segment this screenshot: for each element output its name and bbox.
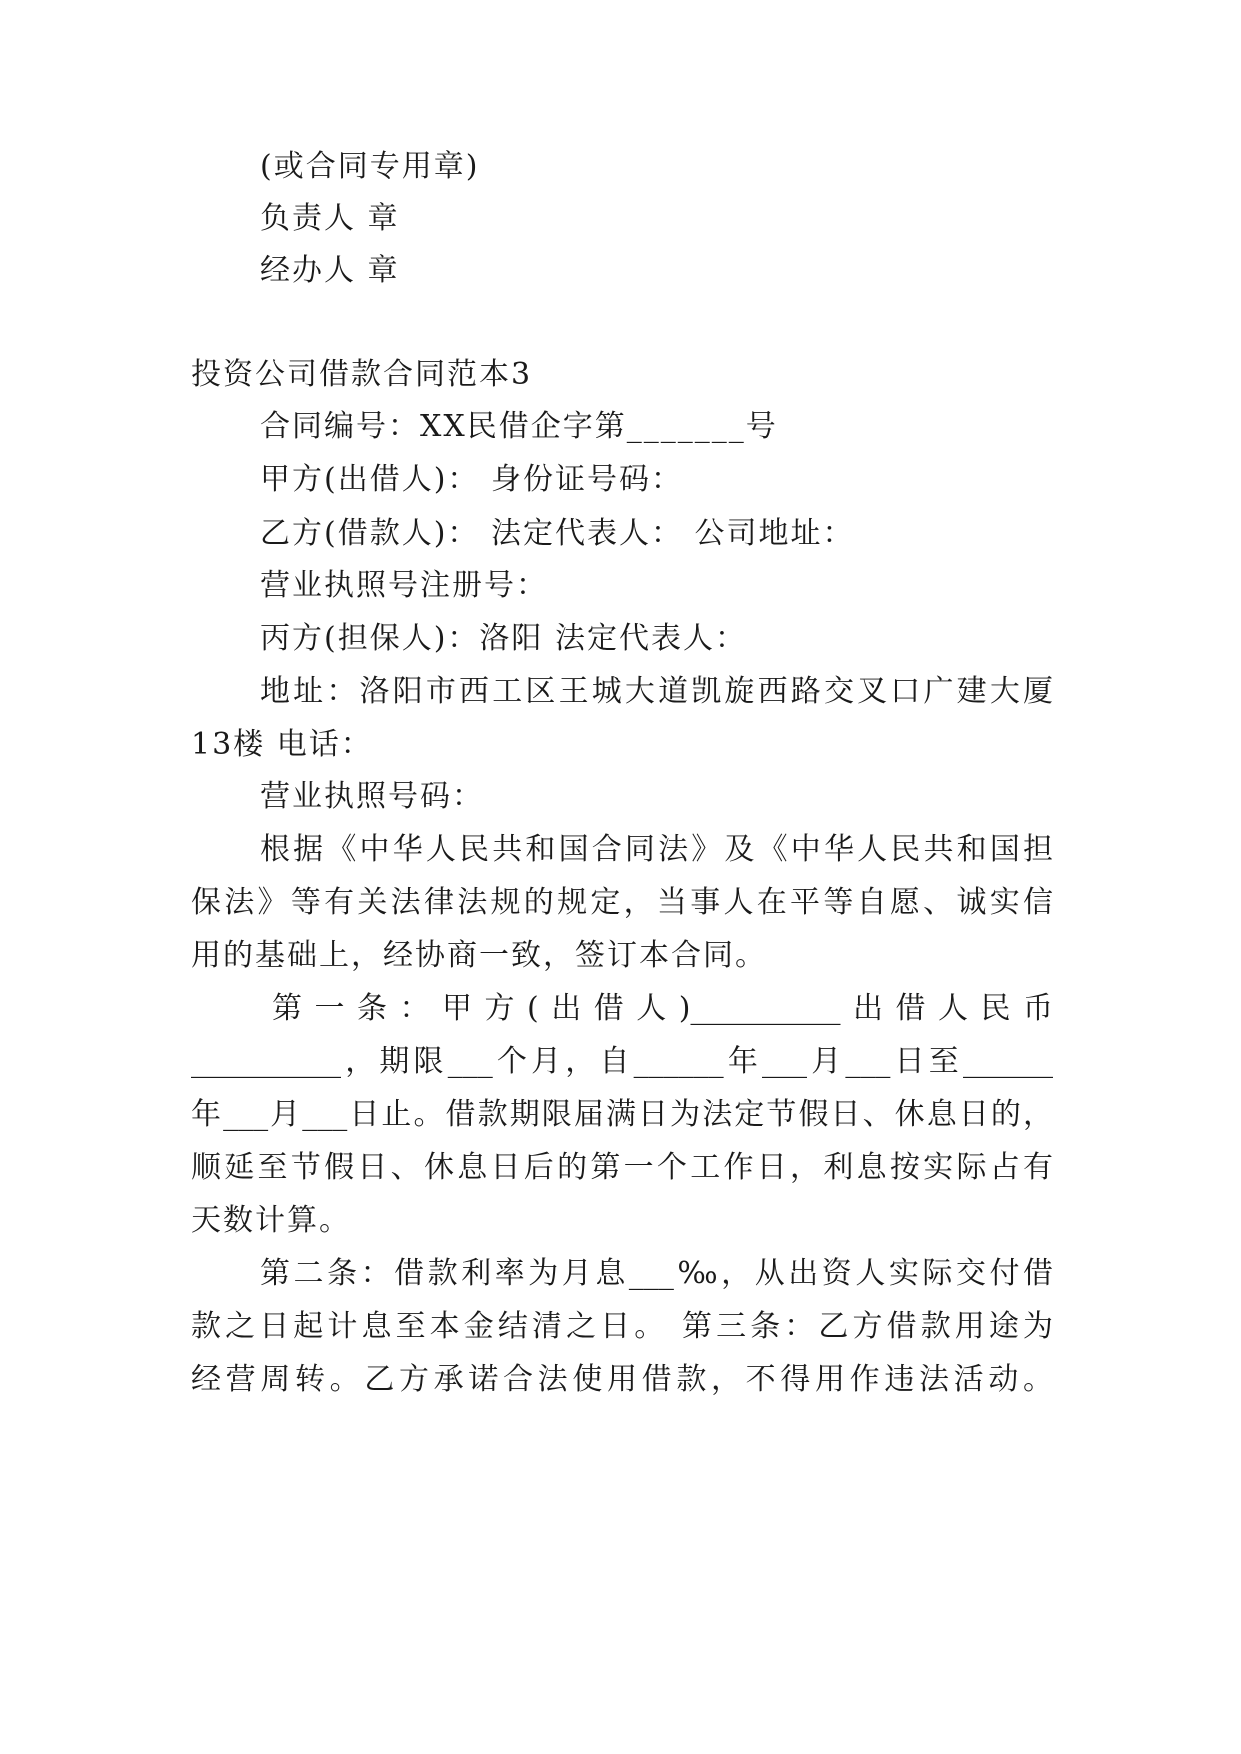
party-c: 丙方(担保人)：洛阳 法定代表人： bbox=[260, 621, 747, 656]
article-3-line: 经营周转。乙方承诺合法使用借款，不得用作违法活动。 bbox=[191, 1362, 1053, 1397]
responsible-person-seal: 负责人 章 bbox=[260, 201, 400, 236]
section-title: 投资公司借款合同范本3 bbox=[191, 357, 533, 392]
article-1-line-3: 年___月___日止。借款期限届满日为法定节假日、休息日的， bbox=[191, 1097, 1053, 1132]
business-license-registration: 营业执照号注册号： bbox=[260, 568, 548, 603]
preamble-line-1: 根据《中华人民共和国合同法》及《中华人民共和国担 bbox=[260, 832, 1053, 867]
article-1-line-5: 天数计算。 bbox=[191, 1203, 351, 1238]
address-line-1: 地址：洛阳市西工区王城大道凯旋西路交叉口广建大厦 bbox=[260, 674, 1053, 709]
preamble-line-2: 保法》等有关法律法规的规定，当事人在平等自愿、诚实信 bbox=[191, 885, 1053, 920]
article-1-line-1: 第一条：甲方(出借人)__________出借人民币 bbox=[272, 991, 1053, 1026]
seal-note: (或合同专用章) bbox=[260, 149, 480, 184]
contract-number: 合同编号：XX民借企字第_______号 bbox=[260, 409, 778, 444]
handler-seal: 经办人 章 bbox=[260, 253, 400, 288]
article-1-line-4: 顺延至节假日、休息日后的第一个工作日，利息按实际占有 bbox=[191, 1150, 1053, 1185]
business-license-number: 营业执照号码： bbox=[260, 779, 484, 814]
article-1-line-2: __________，期限___个月，自______年___月___日至______ bbox=[191, 1044, 1053, 1079]
party-a: 甲方(出借人)： 身份证号码： bbox=[260, 462, 683, 497]
party-b: 乙方(借款人)： 法定代表人： 公司地址： bbox=[260, 516, 855, 551]
preamble-line-3: 用的基础上，经协商一致，签订本合同。 bbox=[191, 938, 767, 973]
address-line-2: 13楼 电话： bbox=[191, 727, 373, 762]
article-2-line-2: 款之日起计息至本金结清之日。 第三条：乙方借款用途为 bbox=[191, 1309, 1053, 1344]
article-2-line-1: 第二条：借款利率为月息___‰，从出资人实际交付借 bbox=[260, 1256, 1053, 1291]
